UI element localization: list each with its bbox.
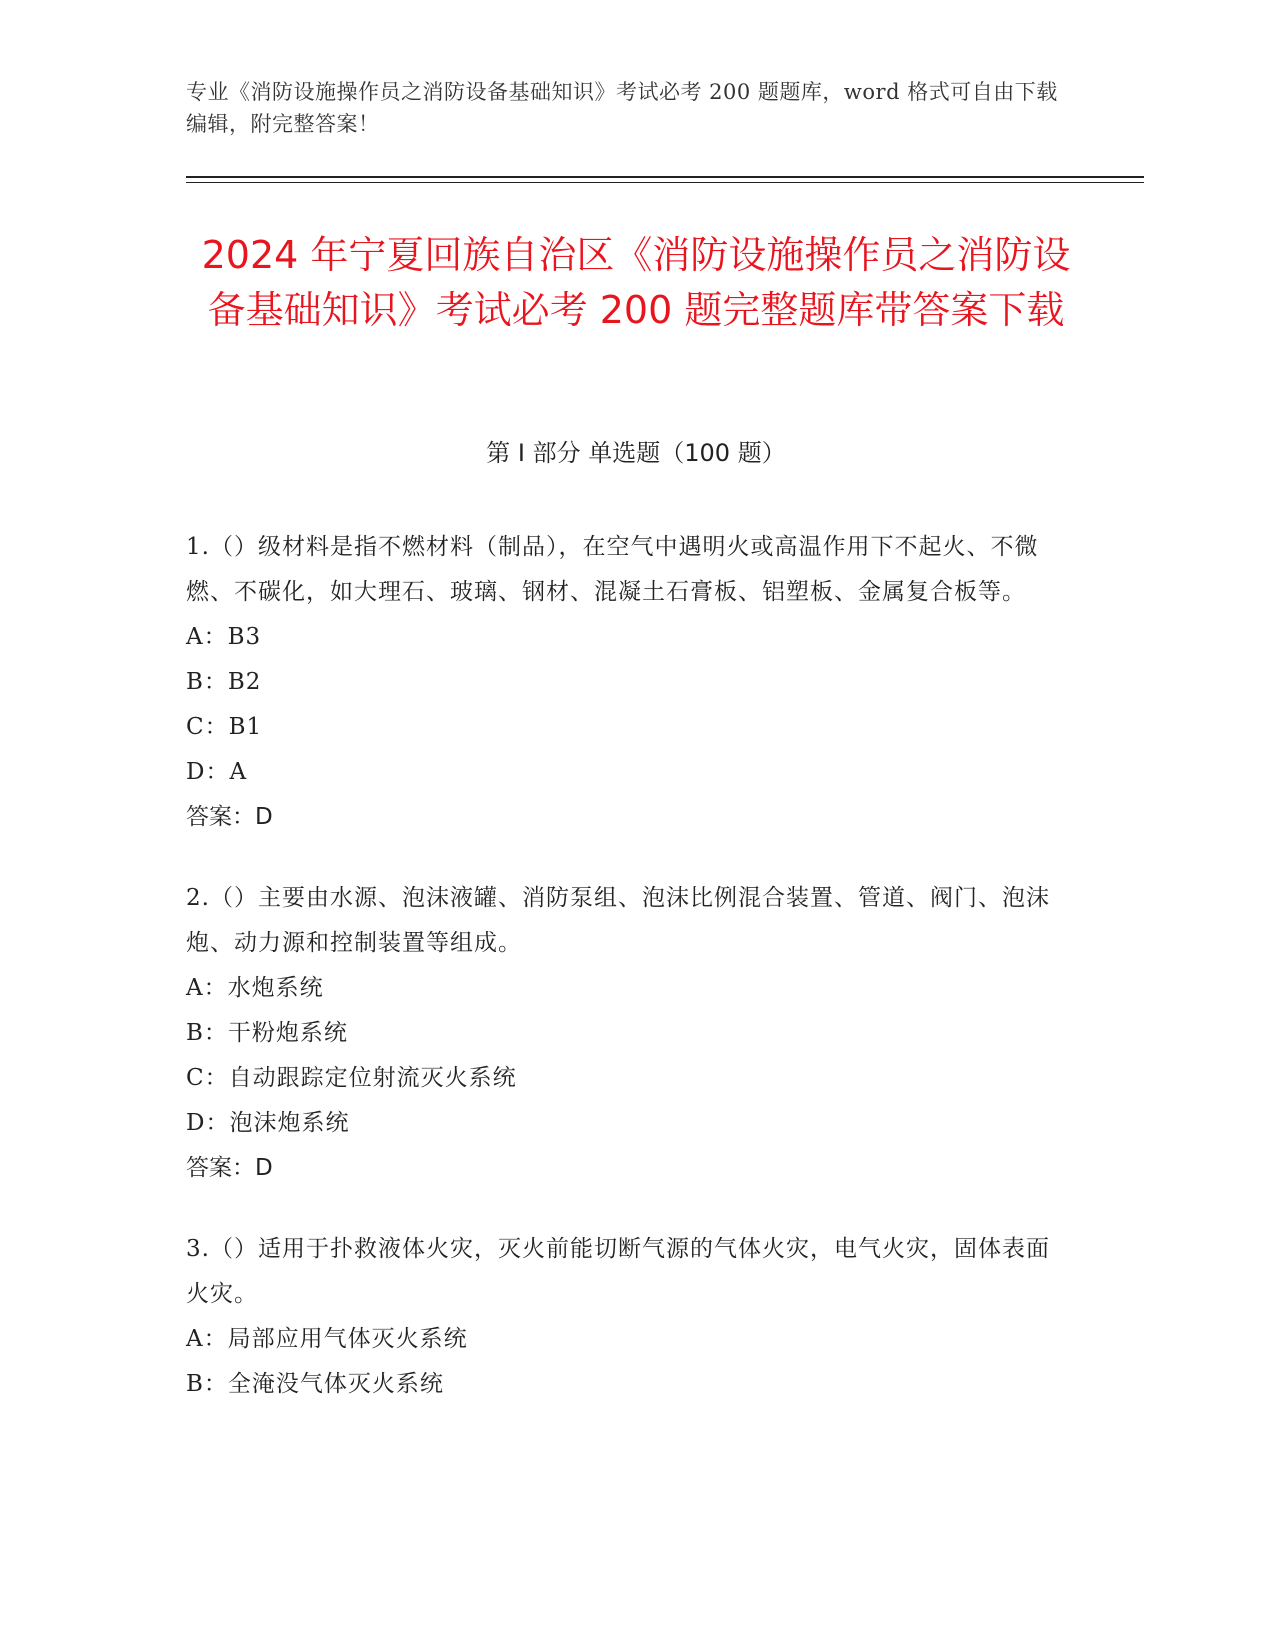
option-c: C：自动跟踪定位射流灭火系统 bbox=[186, 1065, 517, 1091]
option-b: B：B2 bbox=[186, 669, 262, 695]
question-stem: 1.（）级材料是指不燃材料（制品），在空气中遇明火或高温作用下不起火、不微燃、不碳化，如大理石、玻璃、钢材、混凝土石膏板、铝塑板、金属复合板等。 bbox=[186, 534, 1039, 605]
question-stem: 2.（）主要由水源、泡沫液罐、消防泵组、泡沫比例混合装置、管道、阀门、泡沫炮、动力源和控制装置等组成。 bbox=[186, 885, 1050, 956]
option-b: B：干粉炮系统 bbox=[186, 1020, 348, 1046]
header-rule-thin bbox=[186, 182, 1144, 183]
header-rule-thick bbox=[186, 176, 1144, 178]
answer: 答案：D bbox=[186, 1155, 273, 1181]
document-title: 2024 年宁夏回族自治区《消防设施操作员之消防设备基础知识》考试必考 200 题完整题库带答案下载 bbox=[201, 233, 1071, 332]
section-title: 第 I 部分 单选题（100 题） bbox=[486, 439, 786, 467]
question-stem: 3.（）适用于扑救液体火灾，灭火前能切断气源的气体火灾，电气火灾，固体表面火灾。 bbox=[186, 1236, 1050, 1307]
question-list bbox=[186, 525, 1066, 1443]
answer: 答案：D bbox=[186, 804, 273, 830]
option-d: D：A bbox=[186, 759, 248, 785]
question-3 bbox=[186, 1227, 1066, 1407]
question-1 bbox=[186, 525, 1066, 840]
option-a: A：B3 bbox=[186, 624, 262, 650]
option-c: C：B1 bbox=[186, 714, 263, 740]
option-a: A：局部应用气体灭火系统 bbox=[186, 1326, 468, 1352]
header-note: 专业《消防设施操作员之消防设备基础知识》考试必考 200 题题库，word 格式可自由下载编辑，附完整答案！ bbox=[186, 80, 1058, 136]
option-d: D：泡沫炮系统 bbox=[186, 1110, 350, 1136]
option-b: B：全淹没气体灭火系统 bbox=[186, 1371, 444, 1397]
option-a: A：水炮系统 bbox=[186, 975, 324, 1001]
question-2 bbox=[186, 876, 1066, 1191]
